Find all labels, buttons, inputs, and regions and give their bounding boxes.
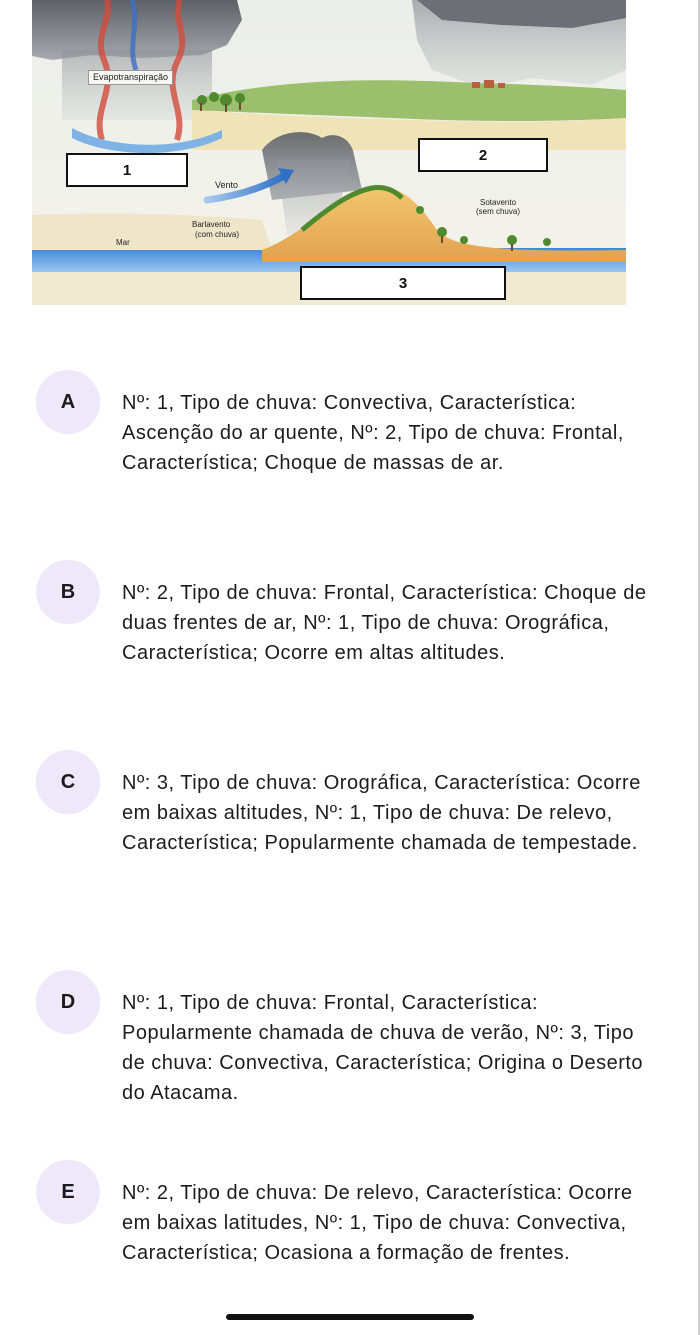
option-d-badge[interactable]: D: [36, 970, 100, 1034]
option-c-badge[interactable]: C: [36, 750, 100, 814]
option-b-text[interactable]: Nº: 2, Tipo de chuva: Frontal, Característica: Choque de duas frentes de ar, Nº: 1, Tipo de chuva: Orográfica, Característica; Ocorre em altas altitudes.: [122, 582, 647, 664]
option-c-text[interactable]: Nº: 3, Tipo de chuva: Orográfica, Característica: Ocorre em baixas altitudes, Nº: 1, Tipo de chuva: De relevo, Característica; Popularmente chamada de tempestade.: [122, 772, 641, 854]
option-a-text[interactable]: Nº: 1, Tipo de chuva: Convectiva, Característica: Ascenção do ar quente, Nº: 2, Tipo de chuva: Frontal, Característica; Choque de massas de ar.: [122, 392, 624, 474]
label-mar: Mar: [116, 238, 130, 247]
convective-rain: [62, 50, 212, 120]
option-a[interactable]: [36, 370, 676, 520]
option-b-badge[interactable]: B: [36, 560, 100, 624]
home-indicator[interactable]: [226, 1314, 474, 1320]
cold-air-current: [132, 0, 136, 70]
label-barlavento-sub: (com chuva): [195, 230, 240, 239]
option-c[interactable]: [36, 750, 676, 930]
label-vento: Vento: [215, 180, 239, 190]
option-d-text[interactable]: Nº: 1, Tipo de chuva: Frontal, Característica: Popularmente chamada de chuva de verão, Nº: 3, Tipo de chuva: Convectiva, Característica; Origina o Deserto do Atacama.: [122, 992, 644, 1104]
box-1: 1: [66, 153, 188, 187]
option-e-badge[interactable]: E: [36, 1160, 100, 1224]
rain-types-diagram: [32, 0, 626, 305]
option-e[interactable]: [36, 1160, 676, 1310]
option-a-badge[interactable]: A: [36, 370, 100, 434]
option-d[interactable]: [36, 970, 676, 1120]
box-2: 2: [418, 138, 548, 172]
label-sotavento-main: Sotavento: [479, 198, 517, 207]
option-e-text[interactable]: Nº: 2, Tipo de chuva: De relevo, Característica: Ocorre em baixas latitudes, Nº: 1, Tipo de chuva: Convectiva, Característica; Ocasiona a formação de frentes.: [122, 1182, 633, 1264]
label-sotavento: [458, 198, 538, 216]
option-b[interactable]: [36, 560, 676, 710]
label-barlavento: Barlavento: [192, 220, 231, 229]
label-evapotranspiracao: Evapotranspiração: [88, 70, 173, 85]
box-3: 3: [300, 266, 506, 300]
label-sotavento-sub: (sem chuva): [475, 207, 520, 216]
